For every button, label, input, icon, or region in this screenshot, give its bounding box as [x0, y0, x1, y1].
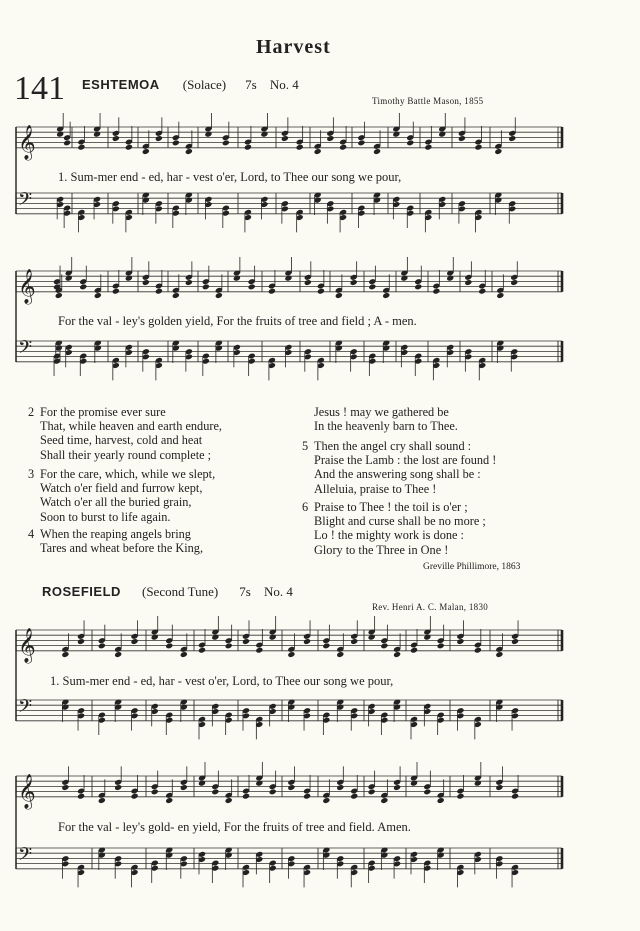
note-head — [242, 793, 250, 800]
note-head — [458, 135, 466, 142]
bass-clef-icon: 𝄢 — [18, 844, 33, 870]
stanza-number: 3 — [28, 467, 35, 481]
stanza-line: In the heavenly barn to Thee. — [314, 419, 458, 434]
note-head — [180, 784, 188, 791]
note-head — [131, 793, 139, 800]
stanza-line: Watch o'er all the buried grain, — [40, 495, 192, 510]
stanza-4-cont — [302, 405, 458, 433]
tune1-number: No. 4 — [269, 77, 299, 92]
note-head — [314, 148, 322, 155]
stanza-line: Soon to burst to life again. — [40, 509, 171, 524]
note-head — [456, 793, 464, 800]
note-head — [350, 279, 358, 286]
note-head — [77, 144, 85, 151]
note-head — [61, 651, 69, 658]
note-head — [322, 797, 330, 804]
note-head — [268, 288, 276, 295]
note-head — [112, 288, 120, 295]
note-head — [393, 784, 401, 791]
note-head — [296, 144, 304, 151]
stanza-line: Blight and curse shall be no more ; — [314, 514, 486, 529]
note-head — [304, 279, 312, 286]
stanza-line: Praise to Thee ! the toil is o'er ; — [314, 500, 468, 514]
note-head — [155, 135, 163, 142]
note-head — [336, 651, 344, 658]
note-head — [495, 651, 503, 658]
note-head — [155, 288, 163, 295]
note-head — [432, 288, 440, 295]
stanza-number: 5 — [302, 439, 309, 453]
note-head — [225, 642, 233, 649]
note-head — [269, 788, 277, 795]
note-head — [287, 784, 295, 791]
stanza-2 — [28, 405, 222, 462]
tune2-composer: Rev. Henri A. C. Malan, 1830 — [372, 602, 489, 612]
note-head — [368, 283, 376, 290]
note-head — [373, 148, 381, 155]
note-head — [380, 797, 388, 804]
note-head — [406, 139, 414, 146]
note-head — [79, 283, 87, 290]
treble-clef-icon: 𝄞 — [18, 627, 36, 663]
note-head — [98, 797, 106, 804]
note-head — [180, 651, 188, 658]
note-head — [511, 793, 519, 800]
tune2-lyric-line1: 1. Sum-mer end - ed, har - vest o'er, Lord, to Thee our song we pour, — [50, 674, 394, 688]
note-head — [94, 292, 102, 299]
bass-clef-icon: 𝄢 — [18, 337, 33, 363]
note-head — [423, 788, 431, 795]
section-title: Harvest — [256, 36, 331, 58]
tune2-header — [42, 581, 293, 600]
author-credit: Greville Phillimore, 1863 — [423, 562, 521, 572]
note-head — [202, 283, 210, 290]
note-head — [303, 638, 311, 645]
tune1-lyric-line2: For the val - ley's golden yield, For the fruits of tree and field ; A - men. — [58, 314, 417, 328]
stanza-line: When the reaping angels bring — [40, 527, 191, 541]
note-head — [244, 144, 252, 151]
treble-clef-icon: 𝄞 — [18, 773, 36, 809]
note-head — [222, 139, 230, 146]
note-head — [456, 638, 464, 645]
note-head — [114, 784, 122, 791]
note-head — [255, 647, 263, 654]
note-head — [63, 139, 71, 146]
note-head — [98, 642, 106, 649]
tune1-composer: Timothy Battle Mason, 1855 — [372, 96, 484, 106]
note-head — [165, 797, 173, 804]
stanza-line: Shall their yearly round complete ; — [40, 447, 212, 462]
note-head — [322, 642, 330, 649]
tune2-number: No. 4 — [263, 584, 293, 599]
note-head — [172, 292, 180, 299]
note-head — [211, 788, 219, 795]
note-head — [410, 647, 418, 654]
note-head — [55, 292, 63, 299]
note-head — [474, 144, 482, 151]
note-head — [114, 651, 122, 658]
note-head — [350, 638, 358, 645]
note-head — [131, 638, 139, 645]
note-head — [474, 647, 482, 654]
tune1-lyric-line1: 1. Sum-mer end - ed, har - vest o'er, Lord, to Thee our song we pour, — [58, 170, 402, 184]
note-head — [172, 139, 180, 146]
tune2-alt: (Second Tune) — [142, 584, 219, 599]
note-head — [215, 292, 223, 299]
note-head — [287, 651, 295, 658]
note-head — [496, 292, 504, 299]
bass-clef-icon: 𝄢 — [18, 189, 33, 215]
note-head — [61, 784, 69, 791]
note-head — [510, 279, 518, 286]
note-head — [437, 797, 445, 804]
hymn-number: 141 — [14, 70, 65, 107]
note-head — [494, 148, 502, 155]
note-head — [478, 288, 486, 295]
stanza-line: Lo ! the mighty work is done : — [314, 528, 464, 543]
note-head — [368, 788, 376, 795]
stanza-3 — [28, 467, 215, 524]
stanza-5 — [302, 439, 496, 496]
stanza-4 — [28, 527, 203, 555]
note-head — [185, 279, 193, 286]
note-head — [382, 292, 390, 299]
stanza-line: Tares and wheat before the King, — [40, 541, 204, 556]
stanza-line: Watch o'er field and furrow kept, — [40, 481, 203, 496]
note-head — [335, 292, 343, 299]
stanza-line: Then the angel cry shall sound : — [314, 439, 472, 453]
treble-clef-icon: 𝄞 — [18, 268, 36, 304]
stanza-number: 6 — [302, 500, 309, 514]
note-head — [414, 283, 422, 290]
note-head — [508, 135, 516, 142]
tune2-meter: 7s — [239, 584, 251, 599]
note-head — [393, 651, 401, 658]
tune1-name: ESHTEMOA — [82, 77, 160, 92]
note-head — [185, 148, 193, 155]
note-head — [326, 135, 334, 142]
stanza-line: Seed time, harvest, cold and heat — [40, 433, 203, 448]
tune1-alt: (Solace) — [182, 77, 227, 92]
note-head — [339, 144, 347, 151]
note-head — [77, 638, 85, 645]
stanza-line: For the promise ever sure — [40, 405, 166, 419]
note-head — [464, 279, 472, 286]
stanza-line: Praise the Lamb : the lost are found ! — [314, 453, 497, 468]
note-head — [77, 793, 85, 800]
note-head — [198, 647, 206, 654]
stanza-line: And the answering song shall be : — [314, 467, 481, 482]
note-head — [242, 638, 250, 645]
treble-clef-icon: 𝄞 — [18, 124, 36, 160]
bass-clef-icon: 𝄢 — [18, 696, 33, 722]
note-head — [248, 283, 256, 290]
stanza-number: 2 — [28, 405, 35, 419]
note-head — [380, 642, 388, 649]
stanza-line: For the care, which, while we slept, — [40, 467, 216, 481]
stanza-line: Glory to the Three in One ! — [314, 542, 449, 557]
stanza-number: 4 — [28, 527, 35, 541]
note-head — [424, 144, 432, 151]
note-head — [336, 784, 344, 791]
note-head — [281, 135, 289, 142]
tune2-name: ROSEFIELD — [42, 584, 121, 599]
note-head — [317, 288, 325, 295]
stanza-line: That, while heaven and earth endure, — [40, 419, 222, 434]
note-head — [142, 279, 150, 286]
stanza-line: Jesus ! may we gathered be — [314, 405, 449, 419]
note-head — [142, 148, 150, 155]
note-head — [357, 139, 365, 146]
tune2-lyric-line2: For the val - ley's gold- en yield, For the fruits of tree and field. Amen. — [58, 820, 411, 834]
note-head — [495, 784, 503, 791]
stanza-6 — [302, 500, 486, 557]
note-head — [350, 793, 358, 800]
note-head — [437, 642, 445, 649]
note-head — [112, 135, 120, 142]
note-head — [511, 638, 519, 645]
note-head — [151, 788, 159, 795]
note-head — [165, 642, 173, 649]
note-head — [125, 144, 133, 151]
tune1-meter: 7s — [245, 77, 257, 92]
note-head — [303, 793, 311, 800]
stanza-line: Alleluia, praise to Thee ! — [314, 481, 437, 496]
note-head — [225, 797, 233, 804]
